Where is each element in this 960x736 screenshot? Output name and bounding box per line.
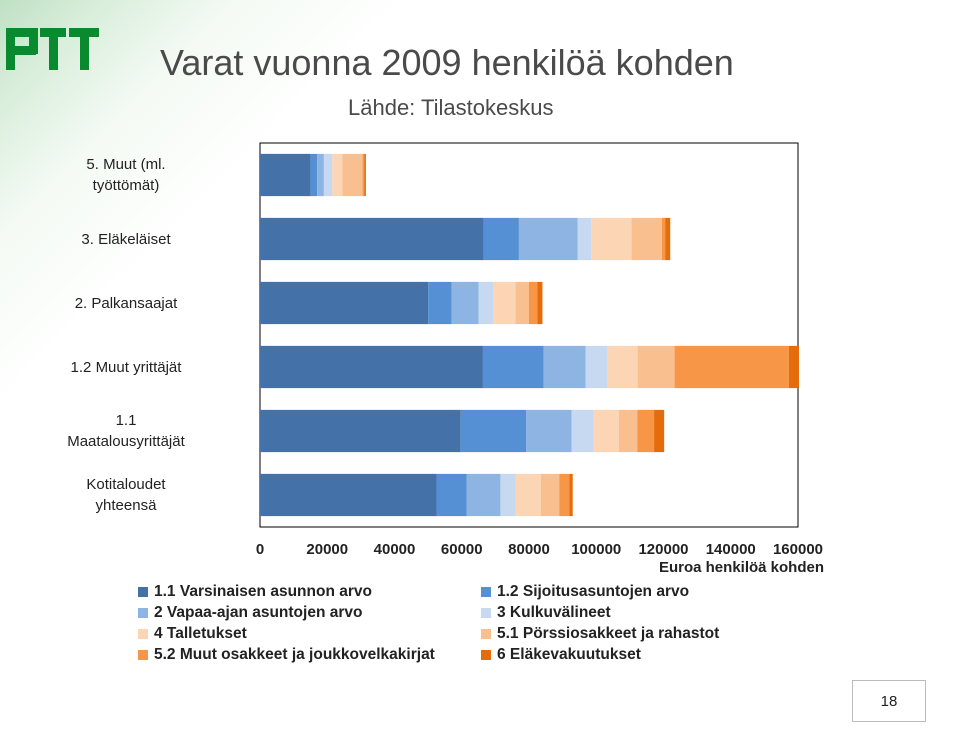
legend-swatch (138, 587, 148, 597)
x-tick-label: 60000 (440, 541, 483, 558)
x-axis-title: Euroa henkilöä kohden (658, 559, 824, 576)
legend-label: 6 Eläkevakuutukset (497, 646, 641, 663)
x-tick-label: 20000 (306, 541, 349, 558)
legend-label: 1.2 Sijoitusasuntojen arvo (497, 583, 690, 600)
bar-segment (483, 346, 544, 388)
bar-segment (591, 218, 631, 260)
bar-segment (260, 410, 461, 452)
category-label-line: 1.2 Muut yrittäjät (70, 358, 182, 376)
x-tick-label: 80000 (508, 541, 550, 558)
category-label-line: Kotitaloudet (86, 476, 166, 493)
bar-segment (324, 154, 332, 196)
bar-segment (675, 346, 789, 388)
bar-segment (654, 410, 664, 452)
legend-item (138, 603, 481, 623)
legend-label: 1.1 Varsinaisen asunnon arvo (154, 583, 372, 600)
bar-segment (479, 282, 494, 324)
bar-segment (310, 154, 317, 196)
bar-segment (543, 346, 585, 388)
bar-segment (537, 282, 542, 324)
bar-segment (632, 218, 662, 260)
x-tick-label: 100000 (571, 541, 622, 558)
bar-segment (437, 474, 467, 516)
bar-segment (363, 154, 365, 196)
bar-segment (428, 282, 452, 324)
bar-segment (260, 154, 310, 196)
category-label (6, 410, 246, 452)
legend-item (481, 603, 821, 623)
bar-segment (569, 474, 572, 516)
category-label-line: yhteensä (95, 497, 157, 514)
category-label-line: 2. Palkansaajat (74, 294, 178, 312)
legend-swatch (138, 608, 148, 618)
bar-segment (260, 282, 428, 324)
legend-item (481, 582, 821, 602)
legend-swatch (138, 650, 148, 660)
bar-segment (578, 218, 591, 260)
bar-segment (516, 282, 529, 324)
bar-segment (541, 474, 559, 516)
category-label-line: 1.1 (115, 412, 137, 429)
x-tick-label: 0 (255, 541, 265, 558)
category-label (6, 357, 246, 378)
plot-area (260, 143, 798, 527)
slide-title: Varat vuonna 2009 henkilöä kohden (160, 42, 734, 83)
bar-segment (662, 218, 665, 260)
bar-segment (260, 474, 437, 516)
legend-item (138, 624, 481, 644)
bar-segment (500, 474, 515, 516)
legend-swatch (481, 608, 491, 618)
bar-segment (484, 218, 519, 260)
category-label (6, 474, 246, 516)
category-label-line: 3. Eläkeläiset (81, 230, 171, 248)
legend-item (481, 624, 821, 644)
slide-subtitle: Lähde: Tilastokeskus (348, 95, 554, 120)
bar-segment (467, 474, 501, 516)
bar-segment (461, 410, 527, 452)
bar-segment (519, 218, 578, 260)
bar-segment (559, 474, 569, 516)
bar-segment (665, 218, 670, 260)
bar-segment (594, 410, 619, 452)
category-label (6, 293, 246, 314)
bar-segment (638, 346, 675, 388)
legend-label: 4 Talletukset (154, 625, 247, 642)
legend-label: 5.2 Muut osakkeet ja joukkovelkakirjat (154, 646, 435, 663)
bar-segment (332, 154, 342, 196)
bar-segment (452, 282, 479, 324)
x-tick-label: 160000 (772, 541, 824, 558)
category-label-line: Maatalousyrittäjät (67, 433, 185, 450)
x-tick-label: 40000 (373, 541, 416, 558)
category-label (6, 229, 246, 250)
bar-segment (529, 282, 537, 324)
page-number: 18 (852, 680, 926, 722)
bar-segment (607, 346, 637, 388)
category-label-line: 5. Muut (ml. (86, 156, 166, 173)
x-tick-label: 140000 (705, 541, 756, 558)
legend-swatch (481, 629, 491, 639)
bar-segment (526, 410, 571, 452)
legend-swatch (481, 650, 491, 660)
bar-segment (789, 346, 799, 388)
chart-legend (138, 582, 838, 665)
bar-segment (585, 346, 607, 388)
legend-item (138, 645, 481, 665)
legend-label: 3 Kulkuvälineet (497, 604, 611, 621)
legend-swatch (481, 587, 491, 597)
bar-segment (637, 410, 654, 452)
x-tick-label: 120000 (638, 541, 689, 558)
bar-segment (572, 410, 594, 452)
bar-segment (342, 154, 362, 196)
bar-segment (619, 410, 637, 452)
legend-item (481, 645, 821, 665)
category-label-line: työttömät) (92, 177, 160, 194)
bar-segment (516, 474, 541, 516)
bar-segment (494, 282, 516, 324)
legend-label: 2 Vapaa-ajan asuntojen arvo (154, 604, 363, 621)
bar-segment (364, 154, 366, 196)
category-label (6, 154, 246, 196)
bar-segment (260, 346, 483, 388)
legend-label: 5.1 Pörssiosakkeet ja rahastot (497, 625, 720, 642)
legend-swatch (138, 629, 148, 639)
bar-segment (317, 154, 324, 196)
bar-segment (260, 218, 484, 260)
legend-item (138, 582, 481, 602)
